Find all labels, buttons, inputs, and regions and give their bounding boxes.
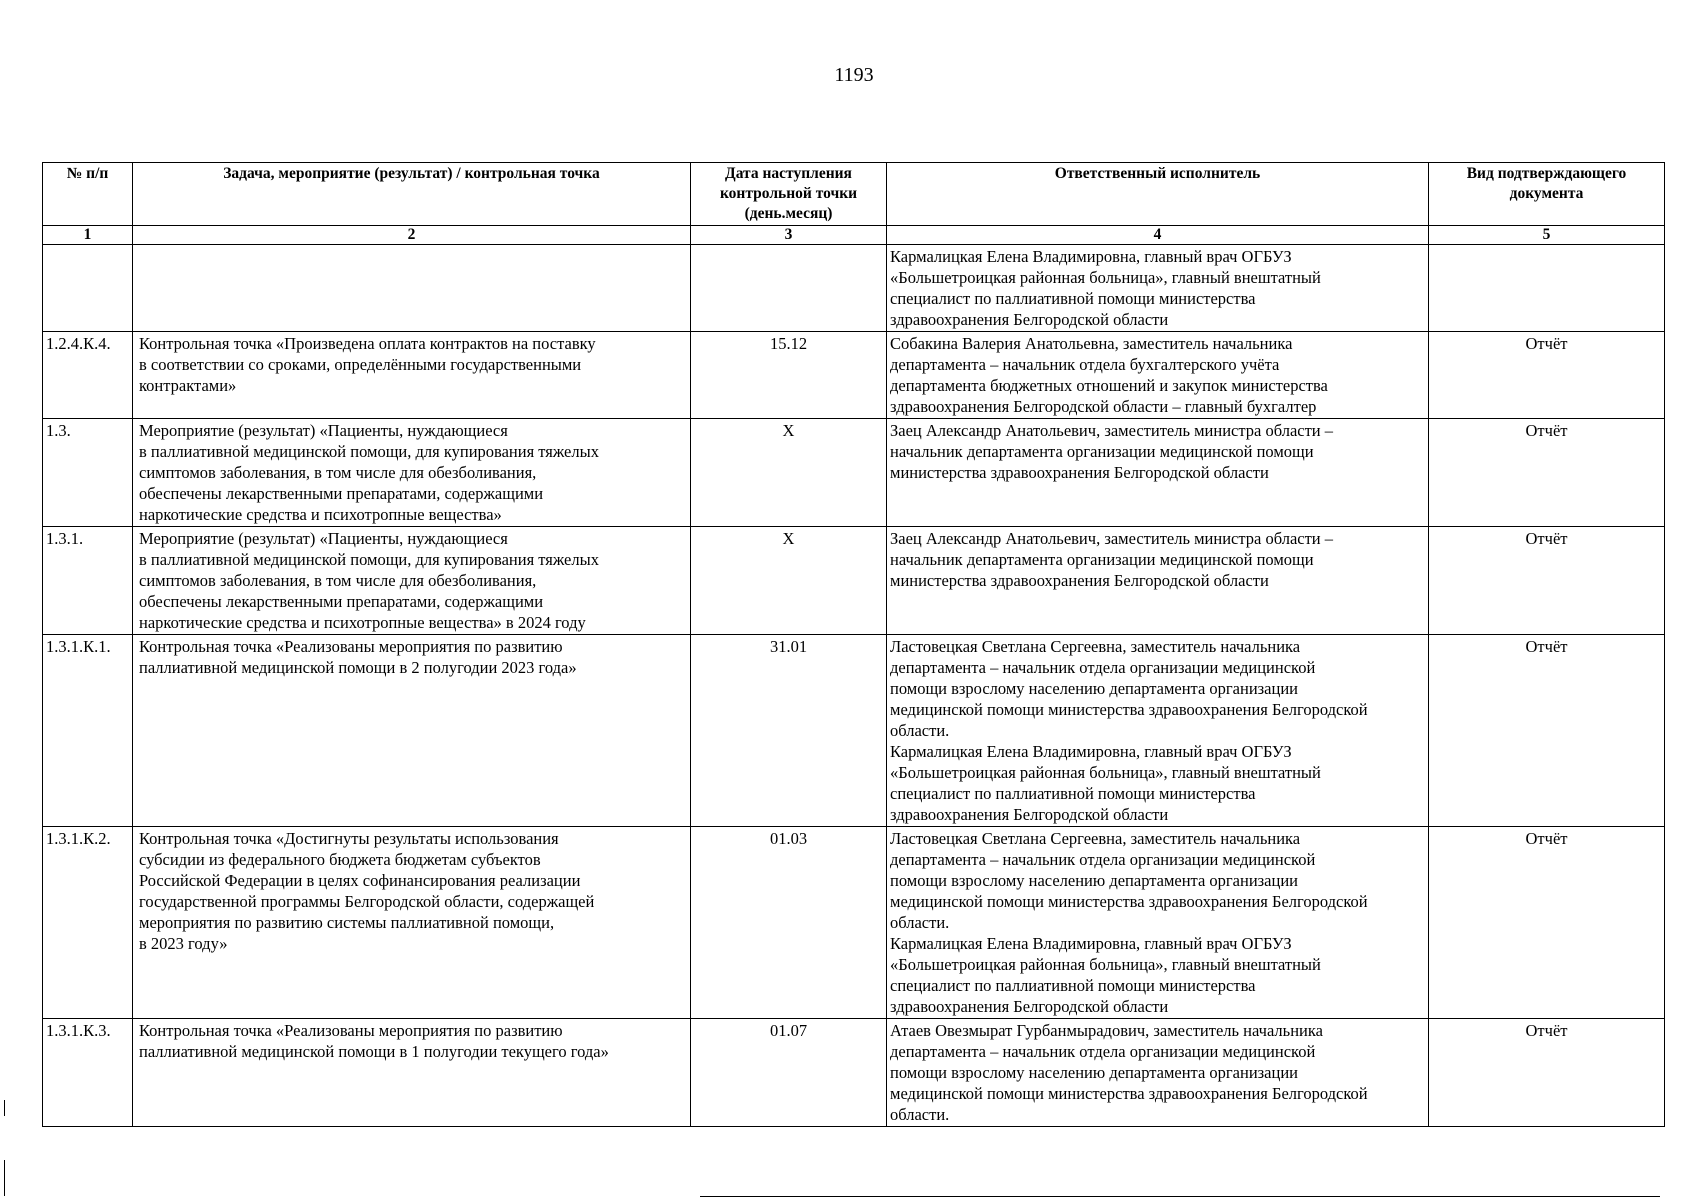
date-cell: 01.03 <box>691 827 887 1019</box>
cell-line: начальник департамента организации медицинской помощи <box>890 442 1314 461</box>
document-type-cell: Отчёт <box>1429 419 1665 527</box>
row-number-cell: 1.3.1. <box>43 527 133 635</box>
cell-line: симптомов заболевания, в том числе для обезболивания, <box>139 463 537 482</box>
cell-line: Мероприятие (результат) «Пациенты, нуждающиеся <box>139 421 508 440</box>
date-cell: 15.12 <box>691 332 887 419</box>
cell-line: департамента бюджетных отношений и закупок министерства <box>890 376 1328 395</box>
cell-line: государственной программы Белгородской области, содержащей <box>139 892 595 911</box>
header-line: контрольной точки <box>719 185 858 202</box>
date-cell: Х <box>691 419 887 527</box>
cell-line: специалист по паллиативной помощи министерства <box>890 784 1256 803</box>
row-number-cell: 1.3.1.К.2. <box>43 827 133 1019</box>
cell-line: Заец Александр Анатольевич, заместитель министра области – <box>890 529 1334 548</box>
page-number: 1193 <box>834 64 874 86</box>
cell-line: специалист по паллиативной помощи министерства <box>890 976 1256 995</box>
margin-mark <box>4 1160 5 1196</box>
date-cell <box>691 245 887 332</box>
cell-line: Контрольная точка «Реализованы мероприятия по развитию <box>139 1021 563 1040</box>
table-row <box>43 635 1665 827</box>
document-type-cell: Отчёт <box>1429 527 1665 635</box>
cell-line: обеспечены лекарственными препаратами, содержащими <box>139 592 544 611</box>
task-cell <box>133 527 691 635</box>
cell-line: в паллиативной медицинской помощи, для купирования тяжелых <box>139 442 599 461</box>
header-line: Вид подтверждающего <box>1466 165 1627 182</box>
task-cell <box>133 635 691 827</box>
table-row <box>43 245 1665 332</box>
cell-line: Российской Федерации в целях софинансирования реализации <box>139 871 581 890</box>
document-type-cell <box>1429 245 1665 332</box>
document-type-cell: Отчёт <box>1429 827 1665 1019</box>
document-type-cell: Отчёт <box>1429 635 1665 827</box>
cell-line: наркотические средства и психотропные вещества» <box>139 505 502 524</box>
executor-cell <box>887 1019 1429 1127</box>
cell-line: департамента – начальник отдела бухгалтерского учёта <box>890 355 1280 374</box>
cell-line: области. <box>890 913 950 932</box>
cell-line: субсидии из федерального бюджета бюджетам субъектов <box>139 850 541 869</box>
table-row <box>43 1019 1665 1127</box>
header-date <box>691 163 887 226</box>
executor-cell <box>887 332 1429 419</box>
cell-line: медицинской помощи министерства здравоохранения Белгородской <box>890 892 1368 911</box>
cell-line: медицинской помощи министерства здравоохранения Белгородской <box>890 1084 1368 1103</box>
executor-cell <box>887 827 1429 1019</box>
cell-line: симптомов заболевания, в том числе для обезболивания, <box>139 571 537 590</box>
header-line: (день.месяц) <box>744 205 833 222</box>
cell-line: Кармалицкая Елена Владимировна, главный врач ОГБУЗ <box>890 742 1292 761</box>
document-type-cell: Отчёт <box>1429 332 1665 419</box>
cell-line: наркотические средства и психотропные вещества» в 2024 году <box>139 613 586 632</box>
cell-line: Контрольная точка «Произведена оплата контрактов на поставку <box>139 334 596 353</box>
footer-rule <box>700 1196 1660 1197</box>
task-cell <box>133 419 691 527</box>
cell-line: области. <box>890 1105 950 1124</box>
cell-line: Ластовецкая Светлана Сергеевна, заместитель начальника <box>890 637 1301 656</box>
margin-mark <box>4 1100 5 1116</box>
cell-line: Контрольная точка «Реализованы мероприятия по развитию <box>139 637 563 656</box>
executor-cell <box>887 527 1429 635</box>
cell-line: здравоохранения Белгородской области – главный бухгалтер <box>890 397 1317 416</box>
cell-line: Атаев Овезмырат Гурбанмырадович, заместитель начальника <box>890 1021 1323 1040</box>
task-cell <box>133 827 691 1019</box>
cell-line: Ластовецкая Светлана Сергеевна, заместитель начальника <box>890 829 1301 848</box>
cell-line: в соответствии со сроками, определёнными государственными <box>139 355 582 374</box>
cell-line: «Большетроицкая районная больница», главный внештатный <box>890 955 1321 974</box>
cell-line: начальник департамента организации медицинской помощи <box>890 550 1314 569</box>
row-number-cell: 1.2.4.К.4. <box>43 332 133 419</box>
header-document <box>1429 163 1665 226</box>
cell-line: помощи взрослому населению департамента организации <box>890 1063 1298 1082</box>
header-task <box>133 163 691 226</box>
table-row <box>43 419 1665 527</box>
row-number-cell: 1.3. <box>43 419 133 527</box>
cell-line: обеспечены лекарственными препаратами, содержащими <box>139 484 544 503</box>
cell-line: департамента – начальник отдела организации медицинской <box>890 658 1316 677</box>
document-type-cell: Отчёт <box>1429 1019 1665 1127</box>
cell-line: специалист по паллиативной помощи министерства <box>890 289 1256 308</box>
executor-cell <box>887 635 1429 827</box>
cell-line: помощи взрослому населению департамента организации <box>890 871 1298 890</box>
header-line: Ответственный исполнитель <box>1054 165 1261 182</box>
header-num <box>43 163 133 226</box>
cell-line: здравоохранения Белгородской области <box>890 310 1169 329</box>
task-cell <box>133 332 691 419</box>
cell-line: Кармалицкая Елена Владимировна, главный врач ОГБУЗ <box>890 934 1292 953</box>
table-body <box>43 245 1665 1127</box>
header-line: Задача, мероприятие (результат) / контрольная точка <box>223 165 600 182</box>
cell-line: здравоохранения Белгородской области <box>890 997 1169 1016</box>
cell-line: медицинской помощи министерства здравоохранения Белгородской <box>890 700 1368 719</box>
date-cell: 01.07 <box>691 1019 887 1127</box>
row-number-cell <box>43 245 133 332</box>
column-number: 4 <box>887 226 1429 245</box>
cell-line: Мероприятие (результат) «Пациенты, нуждающиеся <box>139 529 508 548</box>
table-row <box>43 527 1665 635</box>
row-number-cell: 1.3.1.К.1. <box>43 635 133 827</box>
task-cell <box>133 1019 691 1127</box>
cell-line: здравоохранения Белгородской области <box>890 805 1169 824</box>
cell-line: «Большетроицкая районная больница», главный внештатный <box>890 763 1321 782</box>
column-number-row <box>43 226 1665 245</box>
cell-line: министерства здравоохранения Белгородской области <box>890 571 1269 590</box>
column-number: 2 <box>133 226 691 245</box>
row-number-cell: 1.3.1.К.3. <box>43 1019 133 1127</box>
date-cell: 31.01 <box>691 635 887 827</box>
executor-cell <box>887 245 1429 332</box>
cell-line: паллиативной медицинской помощи в 1 полугодии текущего года» <box>139 1042 609 1061</box>
cell-line: контрактами» <box>139 376 237 395</box>
header-executor <box>887 163 1429 226</box>
cell-line: департамента – начальник отдела организации медицинской <box>890 1042 1316 1061</box>
task-cell <box>133 245 691 332</box>
header-line: документа <box>1509 185 1584 202</box>
cell-line: Заец Александр Анатольевич, заместитель министра области – <box>890 421 1334 440</box>
table-row <box>43 827 1665 1019</box>
cell-line: Кармалицкая Елена Владимировна, главный врач ОГБУЗ <box>890 247 1292 266</box>
column-number: 5 <box>1429 226 1665 245</box>
cell-line: области. <box>890 721 950 740</box>
header-line: Дата наступления <box>725 165 852 182</box>
table-row <box>43 332 1665 419</box>
cell-line: департамента – начальник отдела организации медицинской <box>890 850 1316 869</box>
column-number: 3 <box>691 226 887 245</box>
header-line: п/п <box>86 165 109 182</box>
table-header <box>43 163 1665 245</box>
cell-line: мероприятия по развитию системы паллиативной помощи, <box>139 913 555 932</box>
cell-line: в паллиативной медицинской помощи, для купирования тяжелых <box>139 550 599 569</box>
header-line: № <box>66 165 83 182</box>
cell-line: в 2023 году» <box>139 934 228 953</box>
executor-cell <box>887 419 1429 527</box>
cell-line: Контрольная точка «Достигнуты результаты использования <box>139 829 559 848</box>
cell-line: помощи взрослому населению департамента организации <box>890 679 1298 698</box>
column-number: 1 <box>43 226 133 245</box>
cell-line: «Большетроицкая районная больница», главный внештатный <box>890 268 1321 287</box>
cell-line: паллиативной медицинской помощи в 2 полугодии 2023 года» <box>139 658 577 677</box>
cell-line: Собакина Валерия Анатольевна, заместитель начальника <box>890 334 1293 353</box>
date-cell: Х <box>691 527 887 635</box>
cell-line: министерства здравоохранения Белгородской области <box>890 463 1269 482</box>
measures-table <box>42 162 1665 1127</box>
